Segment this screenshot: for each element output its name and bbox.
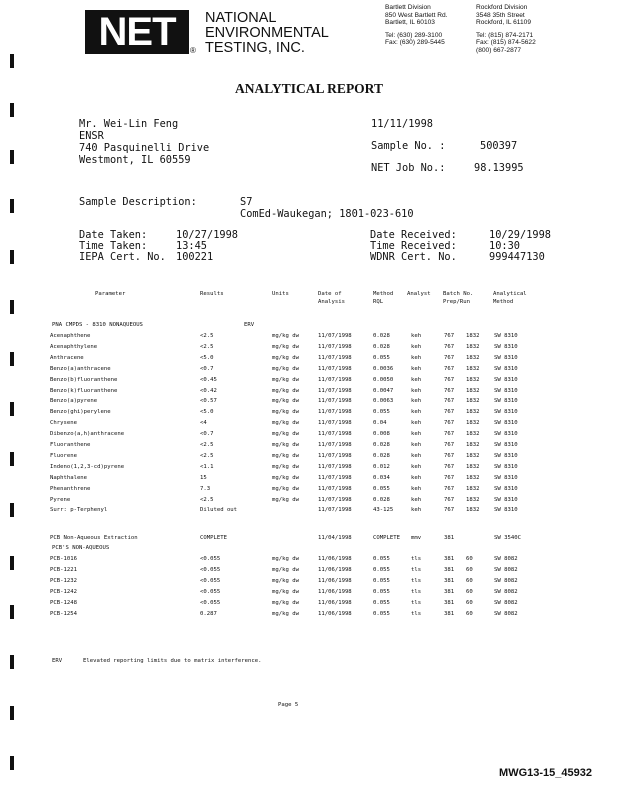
cell-b2: 1832 bbox=[466, 354, 480, 361]
cell-b2: 60 bbox=[466, 610, 473, 617]
cell-d: 11/07/1998 bbox=[318, 333, 352, 339]
cell-d: 11/07/1998 bbox=[318, 452, 352, 459]
cell-m: 0.012 bbox=[373, 463, 390, 470]
cell-b1: 381 bbox=[444, 610, 455, 617]
job-no-label: NET Job No.: bbox=[371, 162, 446, 174]
cell-a: keh bbox=[411, 463, 422, 470]
cell-meth: SW 8310 bbox=[494, 420, 518, 427]
cell-p: Naphthalene bbox=[50, 474, 88, 481]
cell-u: mg/kg dw bbox=[272, 452, 299, 459]
cell-r: <4 bbox=[200, 420, 207, 427]
date-received: 10/29/1998 bbox=[489, 229, 551, 241]
cell-p: Chrysene bbox=[50, 420, 77, 427]
section-pcb-title: PCB'S NON-AQUEOUS bbox=[52, 545, 110, 551]
cell-r: <2.5 bbox=[200, 452, 214, 459]
company-logo: NET bbox=[85, 10, 189, 54]
cell-b2: 60 bbox=[466, 599, 473, 606]
table-row bbox=[0, 343, 618, 353]
cell-d: 11/06/1998 bbox=[318, 577, 352, 584]
cell-u: mg/kg dw bbox=[272, 556, 299, 562]
cell-p: Pyrene bbox=[50, 496, 71, 503]
cell-d: 11/07/1998 bbox=[318, 420, 352, 427]
cell-meth: SW 8310 bbox=[494, 398, 518, 405]
cell-m: 0.055 bbox=[373, 485, 390, 492]
table-row bbox=[0, 496, 618, 506]
cell-d: 11/07/1998 bbox=[318, 365, 352, 372]
cell-p: Dibenzo(a,h)anthracene bbox=[50, 431, 125, 438]
cell-a: keh bbox=[411, 333, 422, 339]
cell-p: PCB-1254 bbox=[50, 610, 77, 617]
cell-b1: 767 bbox=[444, 507, 455, 514]
cell-a: mmv bbox=[411, 535, 422, 541]
cell-m: 0.0050 bbox=[373, 376, 394, 383]
cell-p: Benzo(k)fluoranthene bbox=[50, 387, 118, 394]
col-method-rql: Method RQL bbox=[373, 291, 394, 305]
time-received-label: Time Received: bbox=[370, 240, 457, 252]
cell-u: mg/kg dw bbox=[272, 496, 299, 503]
cell-r: <2.5 bbox=[200, 442, 214, 448]
cell-b2: 60 bbox=[466, 588, 473, 595]
rockford-division: Rockford Division 3548 35th Street Rockford, IL 61109 Tel: (815) 874-2171 Fax: (815) 874-5622 (800) 667-2877 bbox=[476, 4, 536, 54]
cell-b2: 1832 bbox=[466, 376, 480, 383]
cell-a: tls bbox=[411, 566, 422, 573]
cell-meth: SW 3540C bbox=[494, 535, 521, 541]
cell-u: mg/kg dw bbox=[272, 588, 299, 595]
cell-m: 0.0036 bbox=[373, 365, 394, 372]
cell-p: Anthracene bbox=[50, 354, 84, 361]
cell-a: tls bbox=[411, 610, 422, 617]
cell-meth: SW 8310 bbox=[494, 452, 518, 459]
table-row bbox=[0, 599, 618, 609]
table-row bbox=[0, 419, 618, 429]
cell-meth: SW 8082 bbox=[494, 610, 518, 617]
table-row bbox=[0, 397, 618, 407]
cell-r: <0.45 bbox=[200, 376, 217, 383]
cell-r: Diluted out bbox=[200, 507, 238, 514]
cell-d: 11/07/1998 bbox=[318, 354, 352, 361]
cell-r: <0.42 bbox=[200, 387, 217, 394]
cell-a: keh bbox=[411, 485, 422, 492]
cell-m: 0.055 bbox=[373, 556, 390, 562]
cell-meth: SW 8310 bbox=[494, 354, 518, 361]
cell-p: Acenaphthylene bbox=[50, 343, 98, 350]
cell-m: COMPLETE bbox=[373, 535, 400, 541]
cell-u: mg/kg dw bbox=[272, 577, 299, 584]
page-number: Page 5 bbox=[278, 702, 299, 708]
cell-r: <0.055 bbox=[200, 588, 221, 595]
cell-m: 0.055 bbox=[373, 610, 390, 617]
sample-description-site: ComEd-Waukegan; 1801-023-610 bbox=[240, 208, 414, 220]
cell-b1: 767 bbox=[444, 452, 455, 459]
cell-b1: 767 bbox=[444, 409, 455, 416]
cell-d: 11/07/1998 bbox=[318, 376, 352, 383]
cell-d: 11/04/1998 bbox=[318, 535, 352, 541]
col-analytical-method: Analytical Method bbox=[493, 291, 527, 305]
time-taken: 13:45 bbox=[176, 240, 207, 252]
cell-b2: 1832 bbox=[466, 387, 480, 394]
sample-description-label: Sample Description: bbox=[79, 196, 197, 208]
cell-b1: 767 bbox=[444, 354, 455, 361]
cell-r: <1.1 bbox=[200, 463, 214, 470]
cell-u: mg/kg dw bbox=[272, 566, 299, 573]
cell-b2: 60 bbox=[466, 556, 473, 562]
cell-a: keh bbox=[411, 398, 422, 405]
cell-p: PCB-1016 bbox=[50, 556, 77, 562]
cell-meth: SW 8082 bbox=[494, 599, 518, 606]
cell-a: tls bbox=[411, 588, 422, 595]
cell-b1: 767 bbox=[444, 365, 455, 372]
cell-r: <0.7 bbox=[200, 431, 214, 438]
cell-meth: SW 8310 bbox=[494, 485, 518, 492]
cell-b1: 767 bbox=[444, 485, 455, 492]
cell-m: 0.0047 bbox=[373, 387, 394, 394]
cell-meth: SW 8310 bbox=[494, 442, 518, 448]
report-date: 11/11/1998 bbox=[371, 118, 433, 130]
cell-meth: SW 8082 bbox=[494, 577, 518, 584]
cell-d: 11/07/1998 bbox=[318, 496, 352, 503]
table-row bbox=[0, 485, 618, 495]
sample-no: 500397 bbox=[480, 140, 518, 152]
cell-d: 11/07/1998 bbox=[318, 442, 352, 448]
table-row bbox=[0, 577, 618, 587]
report-title: ANALYTICAL REPORT bbox=[235, 81, 383, 96]
wdnr-cert: 999447130 bbox=[489, 251, 545, 263]
cell-a: keh bbox=[411, 474, 422, 481]
margin-mark bbox=[10, 199, 14, 213]
table-row bbox=[0, 441, 618, 451]
section-pna-title: PNA CMPDS - 8310 NONAQUEOUS bbox=[52, 322, 143, 328]
table-row bbox=[0, 430, 618, 440]
cell-a: keh bbox=[411, 365, 422, 372]
cell-m: 0.055 bbox=[373, 588, 390, 595]
bartlett-division: Bartlett Division 850 West Bartlett Rd. Bartlett, IL 60103 Tel: (630) 289-3100 Fax: (630) 289-5445 bbox=[385, 4, 448, 47]
cell-b1: 767 bbox=[444, 398, 455, 405]
col-parameter: Parameter bbox=[95, 291, 126, 297]
cell-u: mg/kg dw bbox=[272, 474, 299, 481]
cell-b1: 767 bbox=[444, 387, 455, 394]
cell-meth: SW 8082 bbox=[494, 566, 518, 573]
cell-d: 11/07/1998 bbox=[318, 343, 352, 350]
table-row bbox=[0, 588, 618, 598]
cell-u: mg/kg dw bbox=[272, 376, 299, 383]
cell-a: keh bbox=[411, 442, 422, 448]
cell-d: 11/07/1998 bbox=[318, 387, 352, 394]
cell-b1: 767 bbox=[444, 376, 455, 383]
cell-p: Indeno(1,2,3-cd)pyrene bbox=[50, 463, 125, 470]
cell-b1: 767 bbox=[444, 431, 455, 438]
cell-a: keh bbox=[411, 343, 422, 350]
cell-b1: 381 bbox=[444, 566, 455, 573]
cell-r: 0.287 bbox=[200, 610, 217, 617]
cell-d: 11/06/1998 bbox=[318, 556, 352, 562]
time-taken-label: Time Taken: bbox=[79, 240, 148, 252]
cell-p: Phenanthrene bbox=[50, 485, 91, 492]
table-row bbox=[0, 610, 618, 620]
document-id: MWG13-15_45932 bbox=[499, 767, 592, 779]
cell-d: 11/06/1998 bbox=[318, 610, 352, 617]
cell-d: 11/07/1998 bbox=[318, 485, 352, 492]
table-row bbox=[0, 506, 618, 516]
cell-r: <5.0 bbox=[200, 354, 214, 361]
cell-meth: SW 8082 bbox=[494, 556, 518, 562]
table-row bbox=[0, 474, 618, 484]
client-address: Mr. Wei-Lin Feng ENSR 740 Pasquinelli Drive Westmont, IL 60559 bbox=[79, 118, 210, 166]
cell-meth: SW 8310 bbox=[494, 431, 518, 438]
cell-p: PCB-1248 bbox=[50, 599, 77, 606]
cell-d: 11/06/1998 bbox=[318, 566, 352, 573]
cell-m: 0.034 bbox=[373, 474, 390, 481]
cell-b1: 767 bbox=[444, 496, 455, 503]
cell-b1: 767 bbox=[444, 463, 455, 470]
col-analyst: Analyst bbox=[407, 291, 431, 297]
cell-d: 11/07/1998 bbox=[318, 463, 352, 470]
cell-r: <0.7 bbox=[200, 365, 214, 372]
sample-description-id: S7 bbox=[240, 196, 253, 208]
cell-u: mg/kg dw bbox=[272, 442, 299, 448]
cell-b2: 1832 bbox=[466, 452, 480, 459]
cell-a: tls bbox=[411, 599, 422, 606]
cell-p: Benzo(ghi)perylene bbox=[50, 409, 111, 416]
cell-m: 0.055 bbox=[373, 354, 390, 361]
cell-b1: 381 bbox=[444, 577, 455, 584]
cell-b2: 1832 bbox=[466, 365, 480, 372]
cell-b2: 1832 bbox=[466, 485, 480, 492]
cell-d: 11/07/1998 bbox=[318, 507, 352, 514]
cell-p: Fluoranthene bbox=[50, 442, 91, 448]
margin-mark bbox=[10, 54, 14, 68]
cell-u: mg/kg dw bbox=[272, 354, 299, 361]
cell-a: keh bbox=[411, 376, 422, 383]
cell-p: PCB Non-Aqueous Extraction bbox=[50, 535, 138, 541]
cell-a: keh bbox=[411, 431, 422, 438]
table-row bbox=[0, 555, 618, 565]
cell-u: mg/kg dw bbox=[272, 420, 299, 427]
cell-a: tls bbox=[411, 577, 422, 584]
cell-m: 0.055 bbox=[373, 577, 390, 584]
cell-d: 11/06/1998 bbox=[318, 599, 352, 606]
registered-mark: ® bbox=[190, 46, 196, 55]
cell-b2: 1832 bbox=[466, 463, 480, 470]
cell-u: mg/kg dw bbox=[272, 463, 299, 470]
cell-u: mg/kg dw bbox=[272, 398, 299, 405]
margin-mark bbox=[10, 756, 14, 770]
date-taken: 10/27/1998 bbox=[176, 229, 238, 241]
cell-r: <5.0 bbox=[200, 409, 214, 416]
cell-m: 0.0063 bbox=[373, 398, 394, 405]
cell-b2: 1832 bbox=[466, 420, 480, 427]
iepa-label: IEPA Cert. No. bbox=[79, 251, 166, 263]
cell-p: Surr: p-Terphenyl bbox=[50, 507, 108, 514]
cell-b2: 60 bbox=[466, 566, 473, 573]
cell-m: 0.055 bbox=[373, 566, 390, 573]
cell-meth: SW 8310 bbox=[494, 376, 518, 383]
margin-mark bbox=[10, 300, 14, 314]
cell-a: keh bbox=[411, 420, 422, 427]
cell-p: PCB-1242 bbox=[50, 588, 77, 595]
table-row bbox=[0, 408, 618, 418]
cell-p: PCB-1232 bbox=[50, 577, 77, 584]
table-row bbox=[0, 365, 618, 375]
table-row bbox=[0, 534, 618, 544]
cell-r: <0.055 bbox=[200, 556, 221, 562]
cell-m: 0.028 bbox=[373, 452, 390, 459]
cell-m: 0.028 bbox=[373, 333, 390, 339]
cell-m: 0.008 bbox=[373, 431, 390, 438]
wdnr-label: WDNR Cert. No. bbox=[370, 251, 457, 263]
cell-p: Benzo(a)pyrene bbox=[50, 398, 98, 405]
cell-a: keh bbox=[411, 409, 422, 416]
cell-d: 11/07/1998 bbox=[318, 409, 352, 416]
footnote-code: ERV bbox=[52, 658, 63, 664]
cell-b1: 381 bbox=[444, 599, 455, 606]
date-received-label: Date Received: bbox=[370, 229, 457, 241]
cell-r: <2.5 bbox=[200, 496, 214, 503]
cell-r: <0.055 bbox=[200, 577, 221, 584]
table-row bbox=[0, 332, 618, 342]
margin-mark bbox=[10, 103, 14, 117]
cell-b2: 1832 bbox=[466, 474, 480, 481]
cell-d: 11/07/1998 bbox=[318, 431, 352, 438]
table-row bbox=[0, 387, 618, 397]
table-row bbox=[0, 354, 618, 364]
cell-p: PCB-1221 bbox=[50, 566, 77, 573]
cell-m: 0.028 bbox=[373, 343, 390, 350]
cell-b2: 1832 bbox=[466, 431, 480, 438]
cell-b2: 1832 bbox=[466, 409, 480, 416]
cell-a: tls bbox=[411, 556, 422, 562]
cell-m: 0.055 bbox=[373, 599, 390, 606]
cell-u: mg/kg dw bbox=[272, 610, 299, 617]
cell-r: COMPLETE bbox=[200, 535, 227, 541]
cell-p: Benzo(a)anthracene bbox=[50, 365, 111, 372]
cell-b1: 381 bbox=[444, 535, 455, 541]
cell-m: 0.028 bbox=[373, 442, 390, 448]
cell-r: <0.57 bbox=[200, 398, 217, 405]
table-row bbox=[0, 566, 618, 576]
table-row bbox=[0, 463, 618, 473]
time-received: 10:30 bbox=[489, 240, 520, 252]
cell-u: mg/kg dw bbox=[272, 387, 299, 394]
margin-mark bbox=[10, 655, 14, 669]
col-results: Results bbox=[200, 291, 224, 297]
cell-a: keh bbox=[411, 452, 422, 459]
cell-r: <2.5 bbox=[200, 333, 214, 339]
cell-m: 0.055 bbox=[373, 409, 390, 416]
margin-mark bbox=[10, 150, 14, 164]
cell-a: keh bbox=[411, 387, 422, 394]
col-date-of: Date of Analysis bbox=[318, 291, 345, 305]
cell-b2: 1832 bbox=[466, 398, 480, 405]
cell-p: Fluorene bbox=[50, 452, 77, 459]
cell-m: 0.028 bbox=[373, 496, 390, 503]
cell-b2: 1832 bbox=[466, 442, 480, 448]
cell-p: Acenaphthene bbox=[50, 333, 91, 339]
date-taken-label: Date Taken: bbox=[79, 229, 148, 241]
cell-r: <0.055 bbox=[200, 599, 221, 606]
cell-meth: SW 8310 bbox=[494, 463, 518, 470]
section-pna-flag: ERV bbox=[244, 322, 255, 328]
cell-b1: 767 bbox=[444, 474, 455, 481]
cell-m: 0.04 bbox=[373, 420, 387, 427]
cell-b1: 767 bbox=[444, 442, 455, 448]
cell-r: 7.3 bbox=[200, 485, 211, 492]
cell-meth: SW 8310 bbox=[494, 496, 518, 503]
cell-meth: SW 8310 bbox=[494, 387, 518, 394]
cell-b2: 60 bbox=[466, 577, 473, 584]
cell-b2: 1832 bbox=[466, 343, 480, 350]
cell-d: 11/07/1998 bbox=[318, 398, 352, 405]
table-row bbox=[0, 376, 618, 386]
cell-m: 43-125 bbox=[373, 507, 394, 514]
cell-meth: SW 8310 bbox=[494, 365, 518, 372]
cell-b1: 767 bbox=[444, 343, 455, 350]
cell-meth: SW 8082 bbox=[494, 588, 518, 595]
cell-a: keh bbox=[411, 496, 422, 503]
iepa-cert: 100221 bbox=[176, 251, 214, 263]
cell-u: mg/kg dw bbox=[272, 431, 299, 438]
col-units: Units bbox=[272, 291, 289, 297]
company-name: NATIONAL ENVIRONMENTAL TESTING, INC. bbox=[205, 10, 329, 56]
cell-b1: 767 bbox=[444, 420, 455, 427]
cell-u: mg/kg dw bbox=[272, 343, 299, 350]
margin-mark bbox=[10, 706, 14, 720]
cell-d: 11/06/1998 bbox=[318, 588, 352, 595]
cell-meth: SW 8310 bbox=[494, 343, 518, 350]
cell-a: keh bbox=[411, 354, 422, 361]
col-batch: Batch No. Prep/Run bbox=[443, 291, 474, 305]
cell-u: mg/kg dw bbox=[272, 365, 299, 372]
sample-no-label: Sample No. : bbox=[371, 140, 446, 152]
cell-a: keh bbox=[411, 507, 422, 514]
cell-meth: SW 8310 bbox=[494, 333, 518, 339]
cell-b2: 1832 bbox=[466, 333, 480, 339]
cell-b1: 767 bbox=[444, 333, 455, 339]
cell-p: Benzo(b)fluoranthene bbox=[50, 376, 118, 383]
cell-b2: 1832 bbox=[466, 507, 480, 514]
cell-r: 15 bbox=[200, 474, 207, 481]
cell-meth: SW 8310 bbox=[494, 474, 518, 481]
cell-meth: SW 8310 bbox=[494, 409, 518, 416]
cell-b2: 1832 bbox=[466, 496, 480, 503]
cell-r: <2.5 bbox=[200, 343, 214, 350]
cell-b1: 381 bbox=[444, 556, 455, 562]
margin-mark bbox=[10, 250, 14, 264]
cell-meth: SW 8310 bbox=[494, 507, 518, 514]
footnote-text: Elevated reporting limits due to matrix interference. bbox=[83, 658, 262, 664]
job-no: 98.13995 bbox=[474, 162, 524, 174]
cell-u: mg/kg dw bbox=[272, 485, 299, 492]
cell-u: mg/kg dw bbox=[272, 599, 299, 606]
cell-r: <0.055 bbox=[200, 566, 221, 573]
cell-u: mg/kg dw bbox=[272, 409, 299, 416]
cell-u: mg/kg dw bbox=[272, 333, 299, 339]
table-row bbox=[0, 452, 618, 462]
cell-b1: 381 bbox=[444, 588, 455, 595]
cell-d: 11/07/1998 bbox=[318, 474, 352, 481]
